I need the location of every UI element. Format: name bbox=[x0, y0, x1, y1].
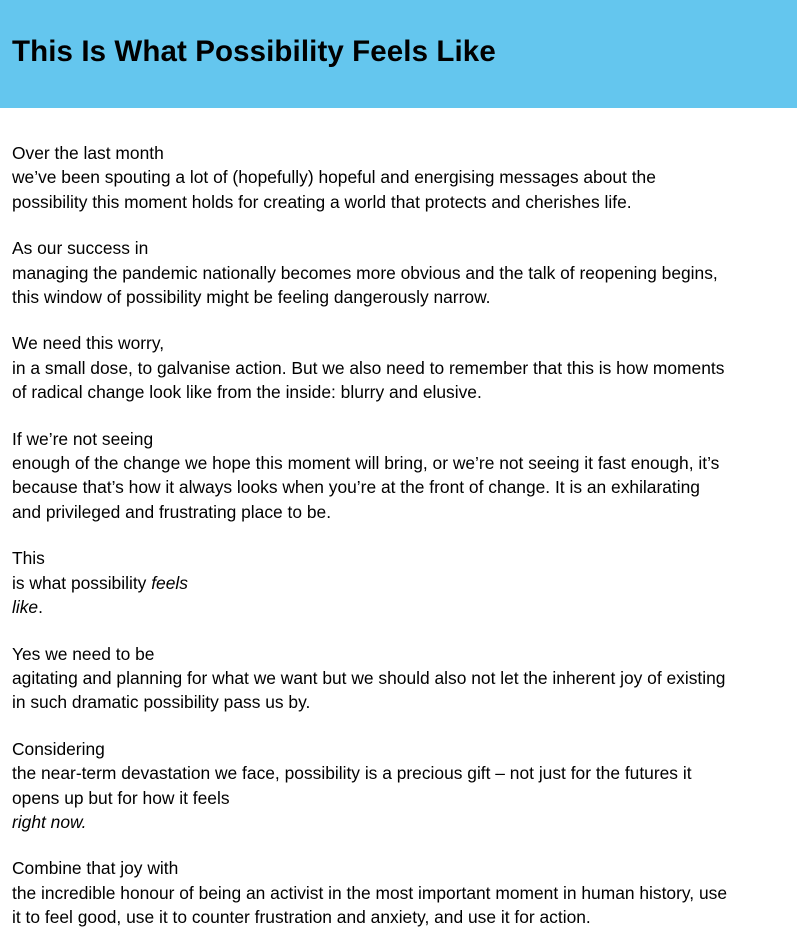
text-line: in such dramatic possibility pass us by. bbox=[12, 692, 311, 713]
paragraph-8 bbox=[12, 856, 797, 929]
text-line: of radical change look like from the inside: blurry and elusive. bbox=[12, 382, 482, 403]
text-line: Over the last month bbox=[12, 143, 164, 163]
text-line: agitating and planning for what we want but we should also not let the inherent joy of existing bbox=[12, 667, 726, 688]
text-line: Considering bbox=[12, 738, 105, 759]
emphasis-text: like bbox=[12, 597, 39, 618]
text-line: If we’re not seeing bbox=[12, 428, 154, 449]
emphasis-text: feels bbox=[151, 572, 188, 593]
article-body bbox=[12, 141, 797, 952]
text-fragment: . bbox=[38, 597, 43, 618]
text-line: we’ve been spouting a lot of (hopefully) hopeful and energising messages about the bbox=[12, 167, 656, 188]
header-banner bbox=[0, 0, 797, 108]
text-line: in a small dose, to galvanise action. But we also need to remember that this is how moments bbox=[12, 357, 725, 378]
text-line: because that’s how it always looks when you’re at the front of change. It is an exhilarating bbox=[12, 477, 700, 498]
text-line: possibility this moment holds for creating a world that protects and cherishes life. bbox=[12, 191, 632, 212]
text-line: the incredible honour of being an activist in the most important moment in human history, use bbox=[12, 882, 728, 903]
text-line bbox=[12, 571, 797, 595]
paragraph-4 bbox=[12, 427, 797, 525]
page-title: This Is What Possibility Feels Like bbox=[12, 35, 496, 68]
text-line: managing the pandemic nationally becomes more obvious and the talk of reopening begins, bbox=[12, 262, 718, 283]
text-line: this window of possibility might be feeling dangerously narrow. bbox=[12, 287, 491, 308]
text-line: enough of the change we hope this moment will bring, or we’re not seeing it fast enough, it’s bbox=[12, 453, 720, 474]
paragraph-6 bbox=[12, 642, 797, 715]
text-fragment: is what possibility bbox=[12, 572, 152, 593]
text-line: the near-term devastation we face, possibility is a precious gift – not just for the futures it bbox=[12, 763, 692, 784]
paragraph-5 bbox=[12, 546, 797, 619]
text-line: Combine that joy with bbox=[12, 858, 179, 879]
text-line: Yes we need to be bbox=[12, 643, 155, 664]
paragraph-1 bbox=[12, 141, 797, 214]
text-line: As our success in bbox=[12, 238, 149, 259]
text-line: and privileged and frustrating place to be. bbox=[12, 501, 332, 522]
text-line: opens up but for how it feels bbox=[12, 787, 230, 808]
text-line: This bbox=[12, 548, 45, 569]
paragraph-2 bbox=[12, 236, 797, 309]
text-line: We need this worry, bbox=[12, 333, 165, 354]
emphasis-text: right now. bbox=[12, 811, 87, 832]
text-line: it to feel good, use it to counter frustration and anxiety, and use it for action. bbox=[12, 907, 591, 928]
paragraph-3 bbox=[12, 331, 797, 404]
paragraph-7 bbox=[12, 737, 797, 835]
text-line bbox=[12, 595, 797, 619]
